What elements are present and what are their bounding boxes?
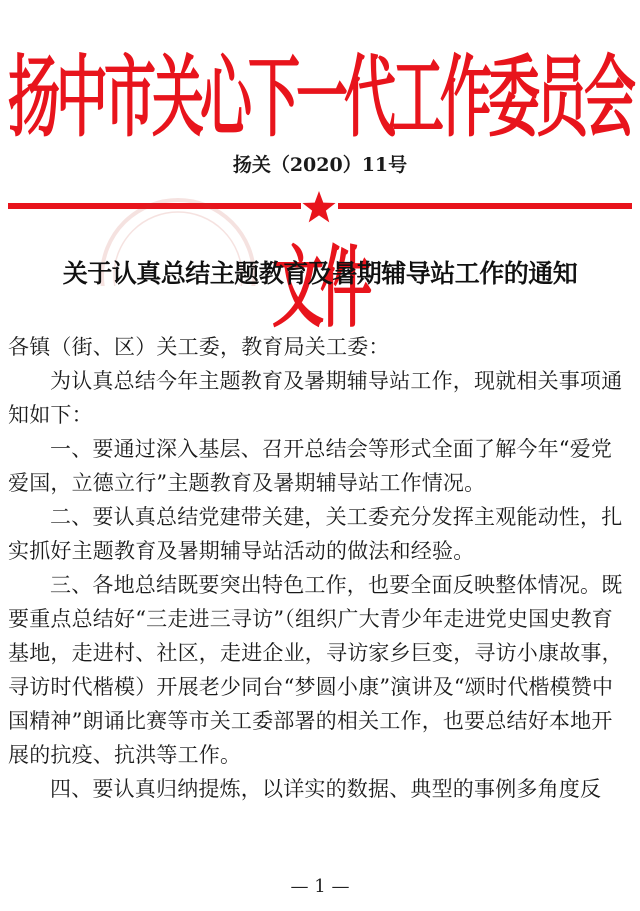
document-number: 扬关（2020）11号 xyxy=(232,154,408,176)
page-number: — 1 — xyxy=(290,876,350,897)
salutation: 各镇（街、区）关工委，教育局关工委： xyxy=(8,335,390,359)
body-paragraph-2: 二、要认真总结党建带关建，关工委充分发挥主观能动性，扎实抓好主题教育及暑期辅导站活动的做法和经验。 xyxy=(8,505,623,563)
body-paragraph-intro: 为认真总结今年主题教育及暑期辅导站工作，现就相关事项通知如下： xyxy=(8,369,623,427)
body-paragraph-4: 四、要认真归纳提炼，以详实的数据、典型的事例多角度反 xyxy=(50,777,602,801)
star-icon xyxy=(301,189,337,225)
body-paragraph-1: 一、要通过深入基层、召开总结会等形式全面了解今年“爱党爱国，立德立行”主题教育及暑期辅导站工作情况。 xyxy=(8,437,613,495)
notice-title: 关于认真总结主题教育及暑期辅导站工作的通知 xyxy=(62,259,578,288)
org-masthead-title: 扬中市关心下一代工作委员会文件 xyxy=(7,48,632,341)
red-divider-right xyxy=(338,203,632,209)
body-paragraph-3: 三、各地总结既要突出特色工作，也要全面反映整体情况。既要重点总结好“三走进三寻访”（组织广大青少年走进党史国史教育基地，走进村、社区，走进企业，寻访家乡巨变，寻访小康故事，寻访时代楷模）开展老少同台“梦圆小康”演讲及“颂时代楷模赞中国精神”朗诵比赛等市关工委部署的相关工作，也要总结好本地开展的抗疫、抗洪等工作。 xyxy=(8,573,623,767)
document-body xyxy=(8,330,632,806)
